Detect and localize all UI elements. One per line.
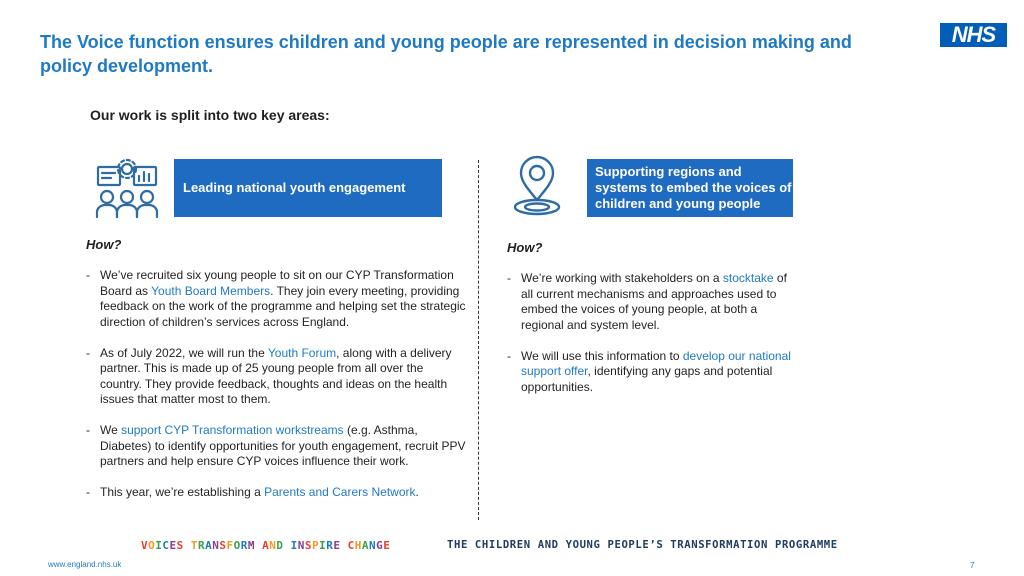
area-box-label: Leading national youth engagement: [183, 180, 406, 195]
tagline-letter: [341, 539, 348, 552]
bullet-list-left: [86, 268, 466, 516]
tagline-letter: N: [297, 539, 305, 552]
tagline-letter: P: [312, 539, 320, 552]
list-item: - This year, we’re establishing a Parents and Carers Network.: [86, 485, 466, 501]
list-item: - We’ve recruited six young people to sit on our CYP Transformation Board as Youth Board Members. They join every meeting, providing feedback on the work of the programme and helping set the strategic direction of children’s services across England.: [86, 268, 466, 330]
tagline-letter: A: [205, 539, 213, 552]
tagline-letter: R: [326, 539, 334, 552]
tagline-letter: N: [212, 539, 220, 552]
tagline-letter: T: [190, 539, 198, 552]
page-title: The Voice function ensures children and young people are represented in decision making and policy development.: [40, 32, 852, 76]
tagline-letter: I: [319, 539, 327, 552]
tagline-letter: N: [269, 539, 277, 552]
support-workstreams-link[interactable]: support CYP Transformation workstreams: [121, 423, 344, 437]
footer-url-link[interactable]: www.england.nhs.uk: [48, 560, 122, 569]
tagline-letter: R: [198, 539, 206, 552]
youth-forum-link[interactable]: Youth Forum: [267, 345, 337, 360]
page-number: 7: [970, 561, 975, 570]
how-heading-left: How?: [86, 237, 122, 252]
area-box-regions-systems: [587, 159, 793, 217]
tagline-letter: C: [162, 539, 170, 552]
area-box-national-engagement: [174, 159, 442, 217]
tagline-letter: A: [361, 539, 369, 552]
section-subtitle: Our work is split into two key areas:: [90, 107, 330, 123]
tagline-letter: R: [240, 539, 248, 552]
tagline-letter: [184, 539, 191, 552]
nhs-logo: NHS: [940, 23, 1007, 47]
how-heading-right: How?: [507, 240, 543, 255]
column-divider: [478, 160, 479, 520]
tagline-letter: F: [226, 539, 234, 552]
footer-tagline-programme: THE CHILDREN AND YOUNG PEOPLE’S TRANSFORMATION PROGRAMME: [447, 539, 838, 551]
list-item: - We support CYP Transformation workstreams (e.g. Asthma, Diabetes) to identify opportunities for youth engagement, recruit PPV partners and help ensure CYP voices influence their work.: [86, 423, 466, 470]
tagline-letter: O: [233, 539, 241, 552]
tagline-letter: V: [141, 539, 149, 552]
tagline-letter: E: [383, 539, 391, 552]
people-presentation-icon: [95, 157, 159, 219]
tagline-letter: I: [290, 539, 298, 552]
tagline-letter: [284, 539, 291, 552]
parents-carers-network-link[interactable]: Parents and Carers Network: [264, 485, 416, 499]
tagline-letter: S: [304, 539, 312, 552]
tagline-letter: N: [369, 539, 377, 552]
tagline-letter: O: [148, 539, 156, 552]
national-support-offer-link[interactable]: develop our national support offer: [521, 348, 791, 378]
tagline-letter: G: [376, 539, 384, 552]
area-box-label: Supporting regions and systems to embed the voices of children and young people: [595, 164, 792, 211]
stocktake-link[interactable]: stocktake: [722, 271, 774, 285]
location-pin-icon: [505, 154, 569, 218]
bullet-list-right: [507, 271, 797, 411]
youth-board-members-link[interactable]: Youth Board Members: [151, 283, 271, 298]
tagline-letter: H: [354, 539, 362, 552]
tagline-letter: E: [333, 539, 341, 552]
footer-tagline-voices: [141, 539, 390, 552]
tagline-letter: S: [176, 539, 184, 552]
tagline-letter: I: [155, 539, 163, 552]
tagline-letter: M: [247, 539, 255, 552]
tagline-letter: C: [347, 539, 355, 552]
list-item: - As of July 2022, we will run the Youth Forum, along with a delivery partner. This is made up of 25 young people from all over the country. They provide feedback, thoughts and ideas on the health issues that matter most to them.: [86, 346, 466, 408]
list-item: - We’re working with stakeholders on a stocktake of all current mechanisms and approaches used to embed the voices of young people, at both a regional and system level.: [507, 271, 797, 333]
tagline-letter: D: [276, 539, 284, 552]
tagline-letter: E: [169, 539, 177, 552]
tagline-letter: A: [262, 539, 270, 552]
tagline-letter: S: [219, 539, 227, 552]
list-item: - We will use this information to develop our national support offer, identifying any gaps and potential opportunities.: [507, 349, 797, 396]
